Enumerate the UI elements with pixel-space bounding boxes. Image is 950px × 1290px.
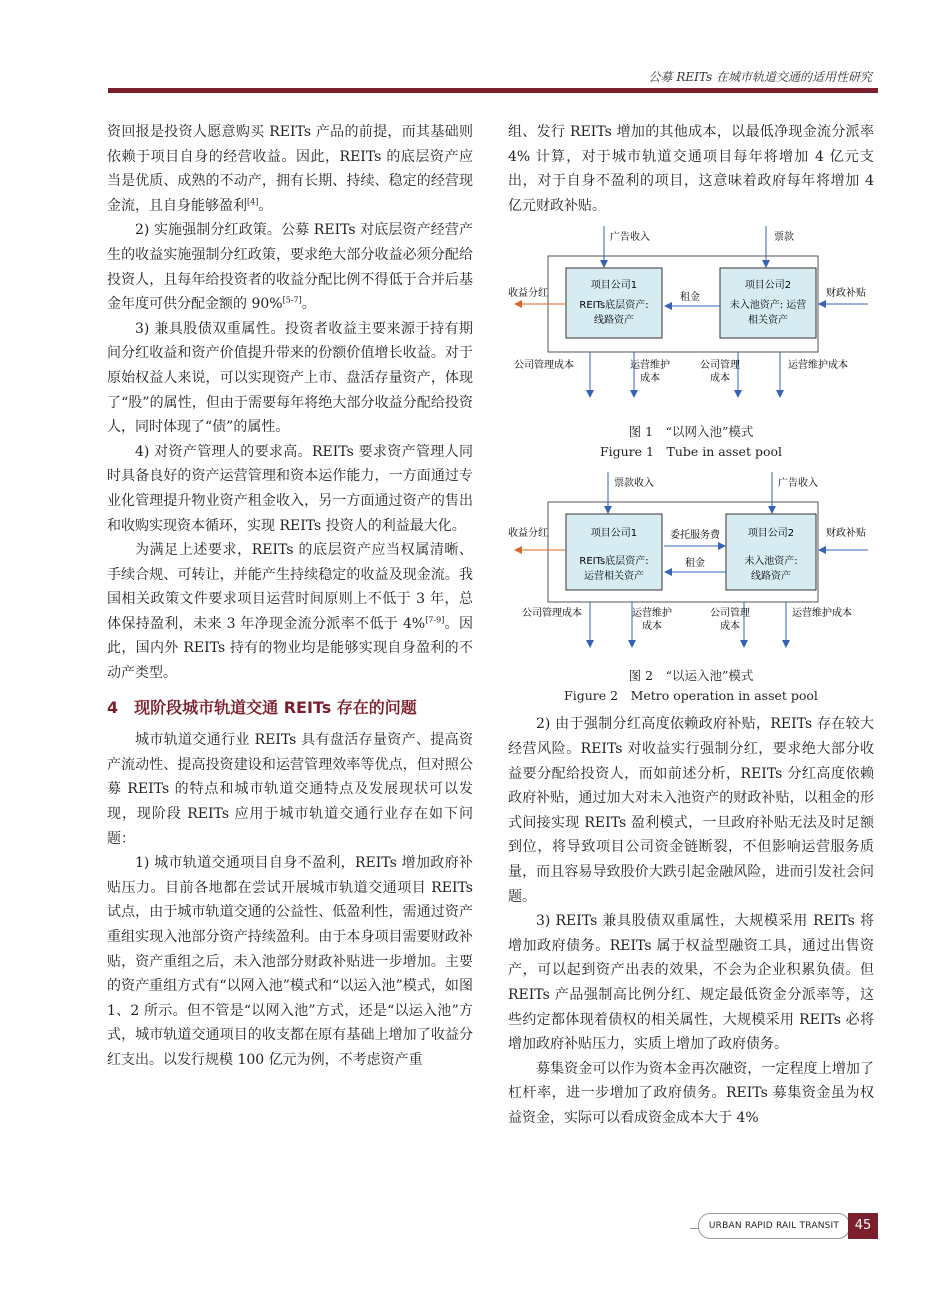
cost-label: 公司管理成本: [522, 608, 582, 620]
section-heading: 4 现阶段城市轨道交通 REITs 存在的问题: [107, 697, 417, 717]
fare-revenue-label: 票款收入: [614, 478, 654, 490]
running-title: 公募 REITs 在城市轨道交通的适用性研究: [648, 70, 872, 84]
cost-label: 成本: [710, 373, 730, 385]
paragraph: 2) 由于强制分红高度依赖政府补贴，REITs 存在较大经营风险。REITs 对收益实行强制分红，要求绝大部分收益要分配给投资人，而如前述分析，REITs 分红高度依赖政府补贴，通过加大对未入池资产的财政补贴，以租金的形式间接实现 REITs 盈利模式，一旦政府补贴无法及时足额到位，将导致项目公司资金链断裂，不但影响运营服务质量，而且容易导致股价大跌引起金融风险，进而引发社会问题。: [508, 716, 874, 905]
paragraph: 4) 对资产管理人的要求高。REITs 要求资产管理人同时具备良好的资产运营管理和资本运作能力，一方面通过专业化管理提升物业资产租金收入，另一方面通过资产的售出和收购实现资本循环，实现 REITs 投资人的利益最大化。: [107, 443, 473, 534]
cost-label: 运营维护: [632, 608, 672, 620]
header-rule: [108, 88, 878, 93]
cost-label: 成本: [642, 621, 662, 633]
cost-label: 成本: [640, 373, 660, 385]
box2-sub: 未入池资产:: [744, 556, 798, 568]
right-column: [508, 120, 874, 1130]
cost-label: 运营维护成本: [788, 360, 848, 372]
dividend-label: 收益分红: [508, 288, 548, 300]
paragraph: 为满足上述要求，REITs 的底层资产应当权属清晰、手续合规、可转让，并能产生持续稳定的收益及现金流。我国相关政策文件要求项目运营时间原则上不低于 3 年，总体保持盈利，未来 3 年净现金流分派率不低于 4%[7-9]。因此，国内外 REITs 持有的物业均是能够实现自身盈利的不动产类型。: [107, 542, 474, 682]
box1-sub: 线路资产: [594, 315, 634, 327]
box1-sub: REITs底层资产:: [579, 556, 649, 568]
journal-name: URBAN RAPID RAIL TRANSIT: [698, 1213, 850, 1239]
paragraph: 募集资金可以作为资本金再次融资，一定程度上增加了杠杆率，进一步增加了政府债务。REITs 募集资金虽为权益资金，实际可以看成资金成本大于 4%: [508, 1060, 874, 1126]
paragraph: 1) 城市轨道交通项目自身不盈利，REITs 增加政府补贴压力。目前各地都在尝试开展城市轨道交通项目 REITs 试点，由于城市轨道交通的公益性、低盈利性，需通过资产重组实现入池部分资产持续盈利。由于本身项目需要财政补贴，资产重组之后，未入池部分财政补贴进一步增加。主要的资产重组方式有“以网入池”模式和“以运入池”模式，如图 1、2 所示。但不管是“以网入池”方式，还是“以运入池”方式，城市轨道交通项目的收支都在原有基础上增加了收益分红支出。以发行规模 100 亿元为例，不考虑资产重: [107, 855, 473, 1068]
figure-2-caption-cn: 图 2 “以运入池”模式: [628, 668, 754, 684]
figure-1-diagram: [508, 218, 874, 418]
paragraph: 资回报是投资人愿意购买 REITs 产品的前提，而其基础则依赖于项目自身的经营收益。因此，REITs 的底层资产应当是优质、成熟的不动产，拥有长期、持续、稳定的经营现金流，且自身能够盈利[4]。: [107, 124, 473, 214]
left-column: [107, 120, 473, 1073]
rent-label: 租金: [680, 292, 700, 304]
box1-sub: REITs底层资产:: [579, 300, 649, 312]
box1-title: 项目公司1: [590, 280, 638, 292]
figure-2-caption-en: Figure 2 Metro operation in asset pool: [564, 688, 818, 704]
paragraph: 2) 实施强制分红政策。公募 REITs 对底层资产经营产生的收益实施强制分红政策，要求绝大部分收益必须分配给投资人，且每年给投资者的收益分配比例不得低于合并后基金年度可供分配金额的 90%[5-7]。: [107, 222, 473, 313]
service-fee-label: 委托服务费: [670, 530, 720, 542]
cost-label: 运营维护成本: [792, 608, 852, 620]
cost-label: 公司管理: [710, 608, 750, 620]
ad-revenue-label: 广告收入: [610, 232, 650, 244]
ad-revenue-label: 广告收入: [778, 478, 818, 490]
box1-sub: 运营相关资产: [584, 571, 644, 583]
cost-label: 成本: [720, 621, 740, 633]
figure-1: [508, 218, 874, 462]
fare-label: 票款: [774, 232, 794, 244]
box2-sub: 未入池资产: 运营: [729, 300, 807, 312]
figure-2: [508, 466, 874, 706]
paragraph: 3) 兼具股债双重属性。投资者收益主要来源于持有期间分红收益和资产价值提升带来的份额价值增长收益。对于原始权益人来说，可以实现资产上市、盘活存量资产，体现了“股”的属性，但由于需要每年将绝大部分收益分配给投资人，同时体现了“债”的属性。: [107, 320, 473, 436]
box2-title: 项目公司2: [747, 528, 795, 540]
box1-title: 项目公司1: [590, 528, 638, 540]
figure-2-diagram: [508, 466, 874, 662]
cost-label: 公司管理: [700, 360, 740, 372]
paragraph: 3) REITs 兼具股债双重属性，大规模采用 REITs 将增加政府债务。REITs 属于权益型融资工具，通过出售资产，可以起到资产出表的效果，不会为企业积累负债。但 REITs 产品强制高比例分红、规定最低资金分派率等，这些约定都体现着债权的相关属性，大规模采用 REITs 必将增加政府补贴压力，实质上增加了政府债务。: [508, 913, 874, 1053]
paragraph: 城市轨道交通行业 REITs 具有盘活存量资产、提高资产流动性、提高投资建设和运营管理效率等优点，但对照公募 REITs 的特点和城市轨道交通特点及发展现状可以发现，现阶段 REITs 应用于城市轨道交通行业存在如下问题：: [107, 732, 473, 847]
subsidy-label: 财政补贴: [826, 528, 866, 540]
cost-label: 运营维护: [630, 360, 670, 372]
rent-label: 租金: [685, 558, 705, 570]
subsidy-label: 财政补贴: [826, 288, 866, 300]
box2-sub: 相关资产: [748, 315, 788, 327]
cost-label: 公司管理成本: [514, 360, 574, 372]
dividend-label: 收益分红: [508, 528, 548, 540]
paragraph: 组、发行 REITs 增加的其他成本，以最低净现金流分派率 4% 计算，对于城市轨道交通项目每年将增加 4 亿元支出，对于自身不盈利的项目，这意味着政府每年将增加 4 亿元财政补贴。: [508, 124, 874, 214]
box2-title: 项目公司2: [744, 280, 792, 292]
box2-sub: 线路资产: [751, 571, 791, 583]
figure-1-caption-en: Figure 1 Tube in asset pool: [599, 444, 783, 460]
page-number: 45: [848, 1213, 878, 1239]
figure-1-caption-cn: 图 1 “以网入池”模式: [628, 424, 754, 440]
